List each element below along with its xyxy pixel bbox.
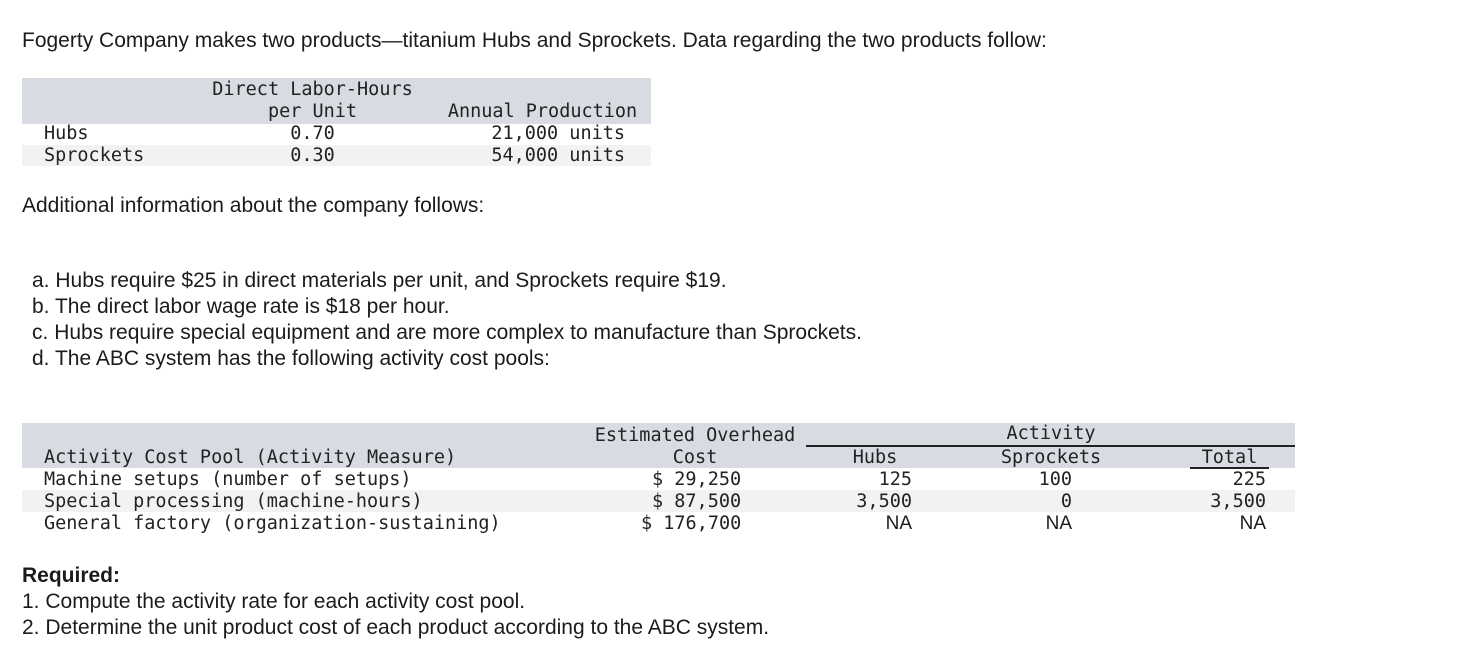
list-text: Hubs require $25 in direct materials per unit, and Sprockets require $19.: [55, 269, 727, 292]
list-item: [32, 346, 550, 372]
table2-hubs-header: Hubs: [852, 447, 898, 468]
list-item: [32, 294, 450, 320]
list-marker: d.: [32, 347, 50, 370]
table2-row-total: 225: [1232, 469, 1266, 490]
table2-row-sprockets: 0: [1060, 491, 1072, 512]
additional-info-text: Additional information about the company follows:: [22, 194, 485, 217]
list-marker: b.: [32, 295, 50, 318]
table2-row-hubs: 3,500: [856, 491, 912, 512]
table2-row-cost: $ 29,250: [652, 469, 742, 490]
table2-total-header: Total: [1201, 447, 1258, 468]
table1-col-dlh-header-line2: per Unit: [267, 101, 358, 122]
list-marker: a.: [32, 269, 50, 292]
table1-row-name: Hubs: [44, 123, 89, 144]
table2-pool-header: Activity Cost Pool (Activity Measure): [44, 447, 457, 468]
table2-row-pool: Special processing (machine-hours): [44, 491, 423, 512]
table1-row-dlh: 0.70: [290, 123, 335, 144]
table2-row-cost: $ 176,700: [641, 513, 742, 534]
required-item: 1. Compute the activity rate for each activity cost pool.: [22, 590, 526, 613]
list-text: The ABC system has the following activity cost pools:: [54, 347, 550, 370]
table1-row-dlh: 0.30: [290, 145, 335, 166]
table2-activity-group-header: Activity: [1006, 423, 1096, 444]
table2-row-pool: Machine setups (number of setups): [44, 469, 412, 490]
table2-row-hubs: NA: [885, 513, 912, 534]
list-marker: c.: [32, 321, 49, 344]
table2-cost-header-line2: Cost: [672, 447, 718, 468]
table1-row-production: 54,000 units: [491, 145, 625, 166]
table1-col-production-header: Annual Production: [447, 101, 638, 122]
list-item: [32, 320, 862, 346]
table2-row-total: 3,500: [1210, 491, 1266, 512]
table2-row-sprockets: NA: [1045, 513, 1072, 534]
table2-cost-header-line1: Estimated Overhead: [594, 425, 796, 446]
table1-row-production: 21,000 units: [491, 123, 625, 144]
list-text: Hubs require special equipment and are more complex to manufacture than Sprockets.: [54, 321, 862, 344]
list-text: The direct labor wage rate is $18 per hour.: [54, 295, 450, 318]
list-item: [32, 268, 727, 294]
table2-row-cost: $ 87,500: [652, 491, 742, 512]
required-item: 2. Determine the unit product cost of each product according to the ABC system.: [22, 616, 770, 639]
table2-row-sprockets: 100: [1038, 469, 1072, 490]
required-heading: Required:: [22, 564, 121, 587]
table2-row-pool: General factory (organization-sustaining): [44, 513, 501, 534]
table1-row-name: Sprockets: [44, 145, 145, 166]
table2-row-hubs: 125: [878, 469, 912, 490]
table1-col-dlh-header-line1: Direct Labor-Hours: [212, 79, 413, 100]
table2-row-total: NA: [1239, 513, 1266, 534]
table2-sprockets-header: Sprockets: [1000, 447, 1102, 468]
intro-paragraph: Fogerty Company makes two products—titanium Hubs and Sprockets. Data regarding the two products follow:: [22, 29, 1047, 52]
